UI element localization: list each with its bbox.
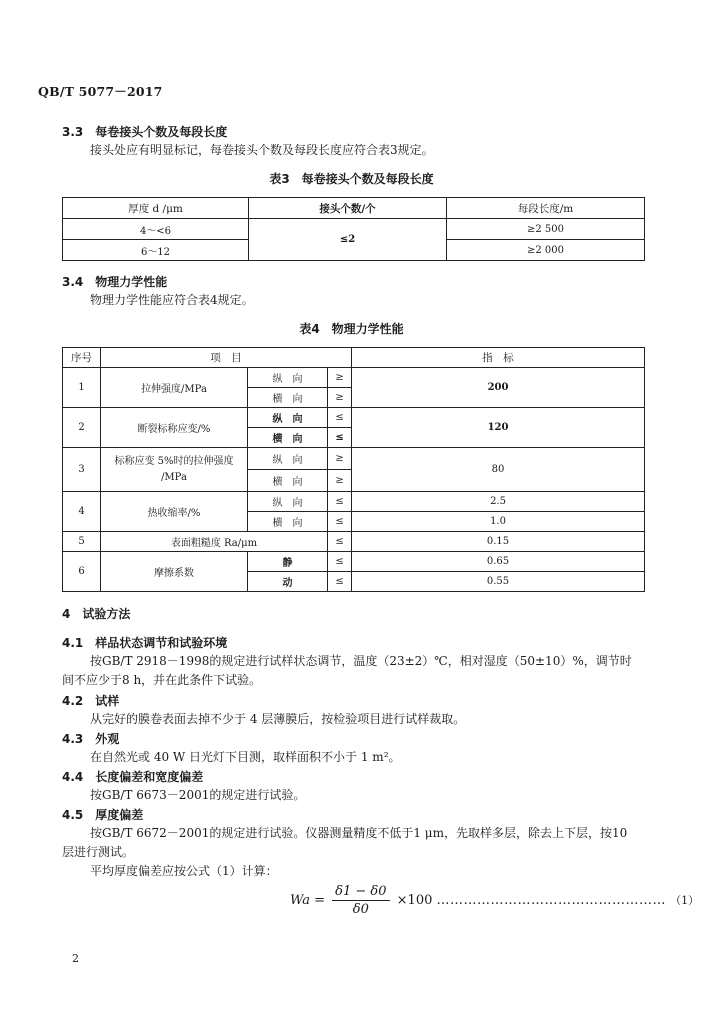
table-row (63, 408, 645, 428)
section-4-5-heading: 4.5 厚度偏差 (62, 808, 144, 822)
formula-rhs: ×100 (396, 893, 433, 908)
row-item: 拉伸强度/MPa (101, 368, 248, 408)
formula-numerator: δ1 − δ0 (332, 884, 389, 901)
section-4-3-text: 在自然光或 40 W 日光灯下目测，取样面积不小于 1 m²。 (90, 750, 401, 764)
operator-cell: ≤ (328, 532, 352, 552)
table-row (63, 448, 645, 470)
row-no: 5 (63, 532, 101, 552)
table-4-header-row (63, 348, 645, 368)
formula-denominator: δ0 (352, 902, 369, 917)
table-row (63, 492, 645, 512)
operator-cell: ≥ (328, 470, 352, 492)
row-item-line: 标称应变 5%时的拉伸强度 (114, 455, 234, 467)
value-cell: 200 (352, 368, 645, 408)
operator-cell: ≥ (328, 448, 352, 470)
direction-cell: 横 向 (248, 388, 328, 408)
table-row (63, 552, 645, 572)
col-index-header: 指 标 (352, 348, 645, 368)
section-3-3-heading: 3.3 每卷接头个数及每段长度 (62, 125, 228, 139)
operator-cell: ≤ (328, 408, 352, 428)
operator-cell: ≤ (328, 512, 352, 532)
table-3-caption: 表3 每卷接头个数及每段长度 (269, 172, 434, 186)
direction-cell: 纵 向 (248, 492, 328, 512)
direction-cell: 横 向 (248, 428, 328, 448)
table-3-header-row (63, 198, 645, 219)
direction-cell: 横 向 (248, 512, 328, 532)
section-4-5-line: 按GB/T 6672－2001的规定进行试验。仪器测量精度不低于1 μm，先取样多层，除去上下层，按10 (90, 826, 628, 840)
direction-cell: 纵 向 (248, 408, 328, 428)
row-item: 表面粗糙度 Ra/μm (101, 532, 328, 552)
thickness-cell: 6～12 (63, 240, 249, 261)
section-4-5-line: 平均厚度偏差应按公式（1）计算： (90, 864, 278, 878)
direction-cell: 横 向 (248, 470, 328, 492)
table-row (63, 219, 645, 240)
col-item-header: 项 目 (101, 348, 352, 368)
section-4-2-text: 从完好的膜卷表面去掉不少于 4 层薄膜后，按检验项目进行试样裁取。 (90, 712, 466, 726)
row-no: 4 (63, 492, 101, 532)
formula-lhs: Wa = (290, 893, 326, 908)
section-4-2-heading: 4.2 试样 (62, 694, 120, 708)
row-item: 摩擦系数 (101, 552, 248, 592)
row-no: 2 (63, 408, 101, 448)
direction-cell: 纵 向 (248, 368, 328, 388)
operator-cell: ≤ (328, 552, 352, 572)
section-4-4-heading: 4.4 长度偏差和宽度偏差 (62, 770, 204, 784)
section-4-heading: 4 试验方法 (62, 607, 131, 621)
section-4-4-text: 按GB/T 6673－2001的规定进行试验。 (90, 788, 306, 802)
col-no-header: 序号 (63, 348, 101, 368)
joints-cell: ≤2 (249, 219, 447, 261)
formula-fraction (332, 884, 389, 917)
operator-cell: ≥ (328, 368, 352, 388)
row-item: 热收缩率/% (101, 492, 248, 532)
col-thickness-header: 厚度 d /μm (63, 198, 249, 219)
col-length-header: 每段长度/m (447, 198, 645, 219)
direction-cell: 纵 向 (248, 448, 328, 470)
section-4-5-line: 层进行测试。 (62, 845, 135, 859)
section-4-3-heading: 4.3 外观 (62, 732, 120, 746)
value-cell: 2.5 (352, 492, 645, 512)
value-cell: 80 (352, 448, 645, 492)
value-cell: 1.0 (352, 512, 645, 532)
length-cell: ≥2 500 (447, 219, 645, 240)
direction-cell: 静 (248, 552, 328, 572)
row-no: 3 (63, 448, 101, 492)
formula-leader-dots: …………………………………………… (436, 893, 667, 908)
operator-cell: ≤ (328, 428, 352, 448)
row-no: 6 (63, 552, 101, 592)
section-4-1-line: 间不应少于8 h，并在此条件下试验。 (62, 673, 262, 687)
value-cell: 120 (352, 408, 645, 448)
section-4-1-line: 按GB/T 2918－1998的规定进行试样状态调节，温度（23±2）℃，相对湿度（50±10）%，调节时 (90, 654, 632, 668)
section-3-4-text: 物理力学性能应符合表4规定。 (90, 293, 254, 307)
standard-code-header: QB/T 5077－2017 (38, 84, 163, 99)
table-row (63, 368, 645, 388)
row-item (101, 448, 248, 492)
length-cell: ≥2 000 (447, 240, 645, 261)
page-number: 2 (72, 952, 79, 965)
operator-cell: ≥ (328, 388, 352, 408)
section-3-3-text: 接头处应有明显标记，每卷接头个数及每段长度应符合表3规定。 (90, 143, 434, 157)
col-joints-header: 接头个数/个 (249, 198, 447, 219)
section-3-4-heading: 3.4 物理力学性能 (62, 275, 168, 289)
table-4-caption: 表4 物理力学性能 (299, 322, 404, 336)
row-item: 断裂标称应变/% (101, 408, 248, 448)
formula-number: （1） (670, 894, 700, 907)
table-3 (62, 197, 645, 261)
row-item-line: /MPa (161, 471, 187, 483)
value-cell: 0.65 (352, 552, 645, 572)
table-4 (62, 347, 645, 592)
direction-cell: 动 (248, 572, 328, 592)
section-4-1-heading: 4.1 样品状态调节和试验环境 (62, 636, 228, 650)
formula-1 (290, 884, 699, 928)
operator-cell: ≤ (328, 572, 352, 592)
operator-cell: ≤ (328, 492, 352, 512)
table-row (63, 532, 645, 552)
value-cell: 0.55 (352, 572, 645, 592)
thickness-cell: 4～<6 (63, 219, 249, 240)
value-cell: 0.15 (352, 532, 645, 552)
row-no: 1 (63, 368, 101, 408)
